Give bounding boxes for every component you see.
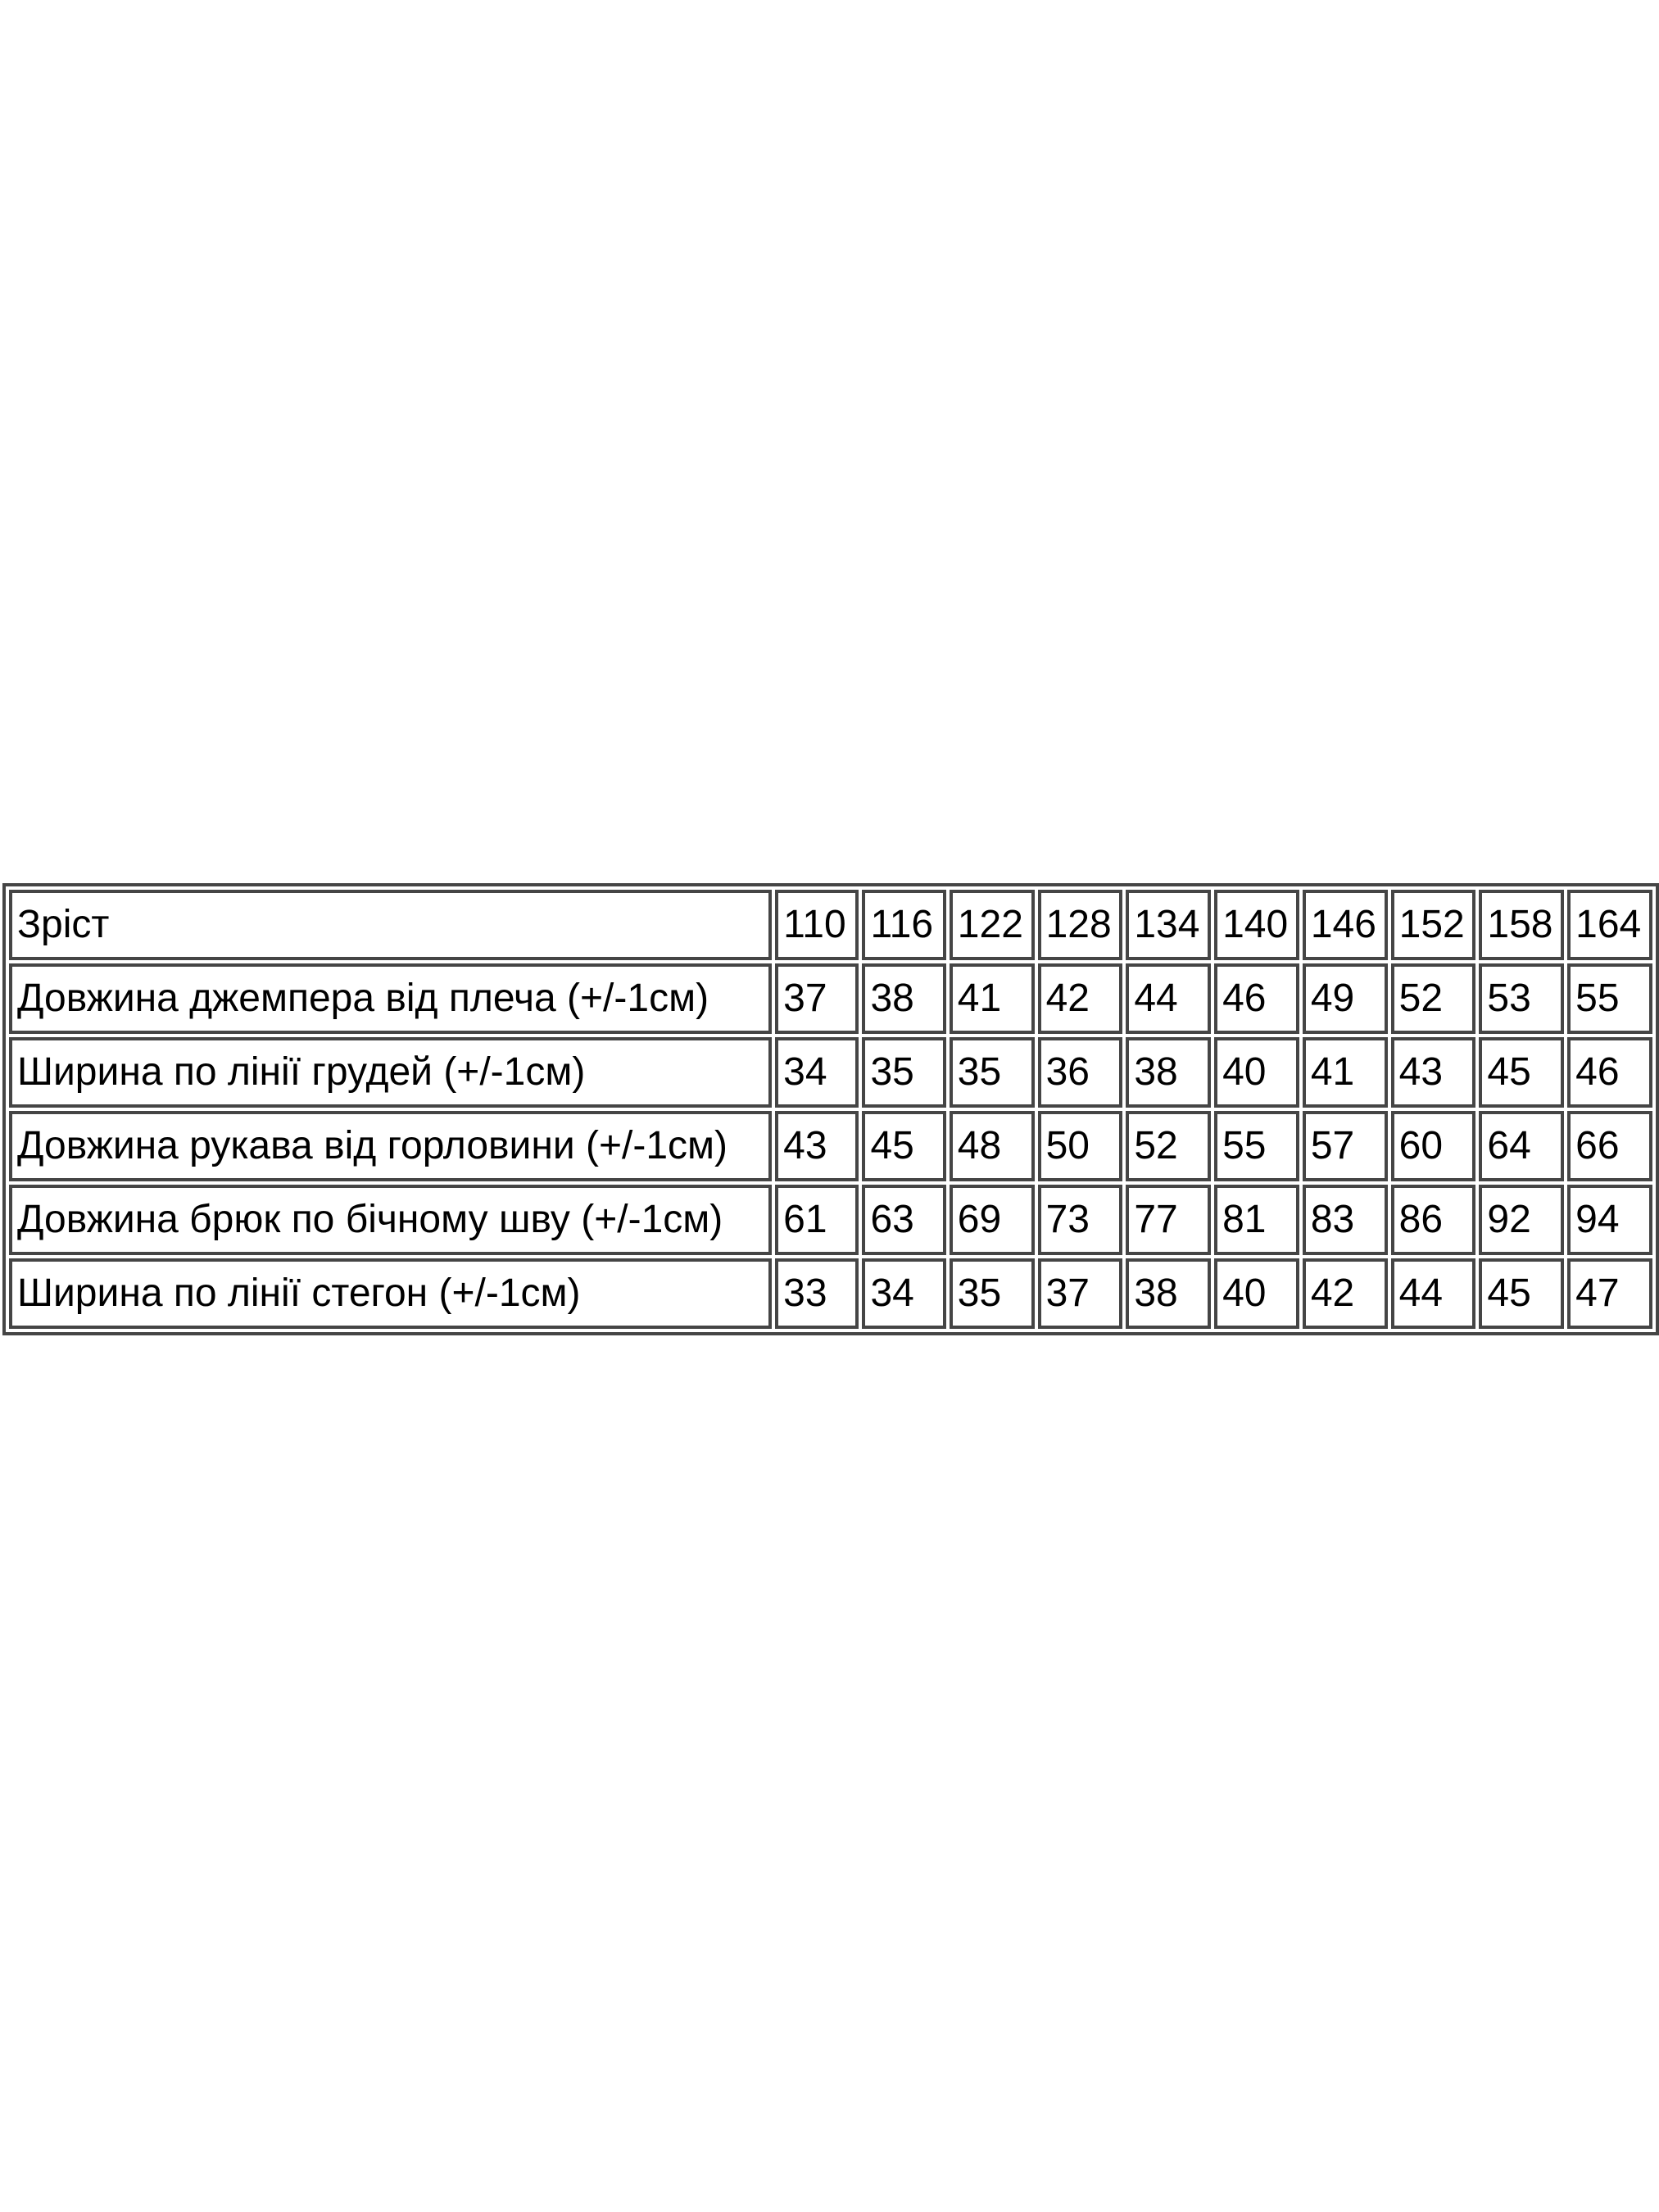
- value-cell: 42: [1303, 1258, 1388, 1329]
- value-cell: 146: [1303, 890, 1388, 960]
- value-cell: 50: [1038, 1111, 1123, 1181]
- value-cell: 83: [1303, 1185, 1388, 1255]
- value-cell: 77: [1126, 1185, 1211, 1255]
- value-cell: 55: [1567, 963, 1652, 1034]
- value-cell: 33: [775, 1258, 859, 1329]
- table-row: [9, 1258, 1652, 1329]
- value-cell: 45: [862, 1111, 945, 1181]
- value-cell: 55: [1214, 1111, 1299, 1181]
- value-cell: 53: [1479, 963, 1564, 1034]
- value-cell: 38: [1126, 1258, 1211, 1329]
- value-cell: 69: [950, 1185, 1035, 1255]
- value-cell: 66: [1567, 1111, 1652, 1181]
- value-cell: 38: [862, 963, 945, 1034]
- row-label: Довжина джемпера від плеча (+/-1см): [9, 963, 772, 1034]
- value-cell: 92: [1479, 1185, 1564, 1255]
- table-row: [9, 963, 1652, 1034]
- value-cell: 152: [1391, 890, 1476, 960]
- value-cell: 48: [950, 1111, 1035, 1181]
- value-cell: 128: [1038, 890, 1123, 960]
- value-cell: 38: [1126, 1037, 1211, 1108]
- value-cell: 40: [1214, 1037, 1299, 1108]
- value-cell: 41: [950, 963, 1035, 1034]
- value-cell: 134: [1126, 890, 1211, 960]
- value-cell: 94: [1567, 1185, 1652, 1255]
- value-cell: 52: [1126, 1111, 1211, 1181]
- value-cell: 52: [1391, 963, 1476, 1034]
- value-cell: 47: [1567, 1258, 1652, 1329]
- row-label: Ширина по лінії грудей (+/-1см): [9, 1037, 772, 1108]
- value-cell: 36: [1038, 1037, 1123, 1108]
- value-cell: 140: [1214, 890, 1299, 960]
- value-cell: 35: [950, 1037, 1035, 1108]
- value-cell: 43: [1391, 1037, 1476, 1108]
- row-label: Довжина рукава від горловини (+/-1см): [9, 1111, 772, 1181]
- value-cell: 42: [1038, 963, 1123, 1034]
- value-cell: 45: [1479, 1258, 1564, 1329]
- value-cell: 122: [950, 890, 1035, 960]
- table-row: [9, 1037, 1652, 1108]
- value-cell: 81: [1214, 1185, 1299, 1255]
- value-cell: 49: [1303, 963, 1388, 1034]
- table-row: [9, 1111, 1652, 1181]
- value-cell: 40: [1214, 1258, 1299, 1329]
- value-cell: 63: [862, 1185, 945, 1255]
- value-cell: 86: [1391, 1185, 1476, 1255]
- value-cell: 37: [775, 963, 859, 1034]
- value-cell: 43: [775, 1111, 859, 1181]
- row-label: Довжина брюк по бічному шву (+/-1см): [9, 1185, 772, 1255]
- value-cell: 64: [1479, 1111, 1564, 1181]
- value-cell: 46: [1214, 963, 1299, 1034]
- value-cell: 57: [1303, 1111, 1388, 1181]
- value-cell: 35: [950, 1258, 1035, 1329]
- value-cell: 44: [1126, 963, 1211, 1034]
- value-cell: 110: [775, 890, 859, 960]
- value-cell: 116: [862, 890, 945, 960]
- size-table-body: [9, 890, 1652, 1329]
- size-table: [2, 883, 1659, 1335]
- value-cell: 37: [1038, 1258, 1123, 1329]
- value-cell: 60: [1391, 1111, 1476, 1181]
- value-cell: 34: [775, 1037, 859, 1108]
- table-row: [9, 1185, 1652, 1255]
- value-cell: 35: [862, 1037, 945, 1108]
- value-cell: 73: [1038, 1185, 1123, 1255]
- row-label: Ширина по лінії стегон (+/-1см): [9, 1258, 772, 1329]
- value-cell: 164: [1567, 890, 1652, 960]
- value-cell: 46: [1567, 1037, 1652, 1108]
- value-cell: 45: [1479, 1037, 1564, 1108]
- table-row: [9, 890, 1652, 960]
- value-cell: 158: [1479, 890, 1564, 960]
- row-label: Зріст: [9, 890, 772, 960]
- value-cell: 44: [1391, 1258, 1476, 1329]
- value-cell: 41: [1303, 1037, 1388, 1108]
- value-cell: 61: [775, 1185, 859, 1255]
- value-cell: 34: [862, 1258, 945, 1329]
